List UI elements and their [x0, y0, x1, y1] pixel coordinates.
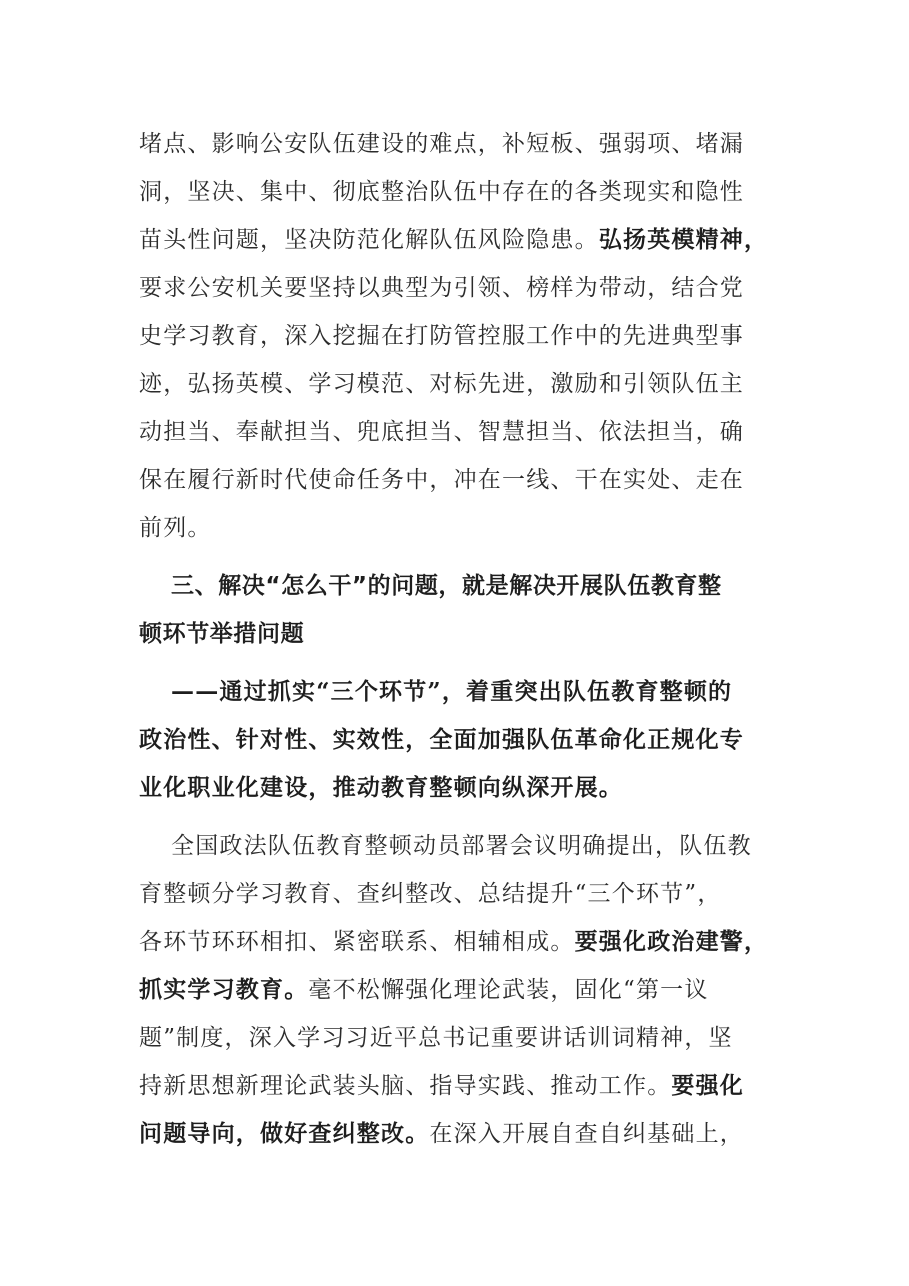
- paragraph-line: 保在履行新时代使命任务中，冲在一线、干在实处、走在: [139, 467, 744, 493]
- paragraph-line: 题”制度，深入学习习近平总书记重要讲话训词精神，坚: [139, 1025, 733, 1051]
- paragraph-line: 迹，弘扬英模、学习模范、对标先进，激励和引领队伍主: [139, 371, 744, 397]
- paragraph-line: 堵点、影响公安队伍建设的难点，补短板、强弱项、堵漏: [139, 131, 744, 157]
- subheading-line: 业化职业化建设，推动教育整顿向纵深开展。: [139, 774, 623, 801]
- text-run: 在深入开展自查自纠基础上，: [429, 1121, 745, 1147]
- bold-text-run: 抓实学习教育。: [139, 976, 309, 1003]
- paragraph-line: [139, 1119, 789, 1149]
- paragraph-line: [139, 975, 789, 1005]
- paragraph-line: [139, 927, 789, 957]
- paragraph-line: 动担当、奉献担当、兜底担当、智慧担当、依法担当，确: [139, 419, 744, 445]
- subheading-line: ——通过抓实“三个环节”，着重突出队伍教育整顿的: [171, 678, 733, 705]
- paragraph-line: 洞，坚决、集中、彻底整治队伍中存在的各类现实和隐性: [139, 179, 744, 205]
- paragraph-line: 史学习教育，深入挖掘在打防管控服工作中的先进典型事: [139, 323, 744, 349]
- paragraph-line: [139, 1071, 789, 1101]
- bold-text-run: 弘扬英模精神，: [598, 226, 769, 253]
- subheading-line: 政治性、针对性、实效性，全面加强队伍革命化正规化专: [139, 726, 744, 753]
- text-run: 持新思想新理论武装头脑、指导实践、推动工作。: [139, 1073, 672, 1099]
- paragraph-line: [139, 225, 789, 255]
- text-run: 苗头性问题，坚决防范化解队伍风险隐患。: [139, 227, 599, 253]
- paragraph-line: 育整顿分学习教育、查纠整改、总结提升“三个环节”，: [139, 881, 722, 907]
- paragraph-line: 前列。: [139, 515, 212, 541]
- bold-text-run: 问题导向，做好查纠整改。: [139, 1120, 430, 1147]
- section-heading: 顿环节举措问题: [139, 621, 305, 647]
- section-heading: 三、解决“怎么干”的问题，就是解决开展队伍教育整: [171, 573, 722, 599]
- bold-text-run: 要强化: [671, 1072, 745, 1099]
- text-run: 各环节环环相扣、紧密联系、相辅相成。: [139, 929, 575, 955]
- bold-text-run: 要强化政治建警，: [574, 928, 769, 955]
- text-run: 毫不松懈强化理论武装，固化“第一议: [308, 977, 709, 1003]
- paragraph-line: 要求公安机关要坚持以典型为引领、榜样为带动，结合党: [139, 275, 744, 301]
- paragraph-line: 全国政法队伍教育整顿动员部署会议明确提出，队伍教: [171, 833, 752, 859]
